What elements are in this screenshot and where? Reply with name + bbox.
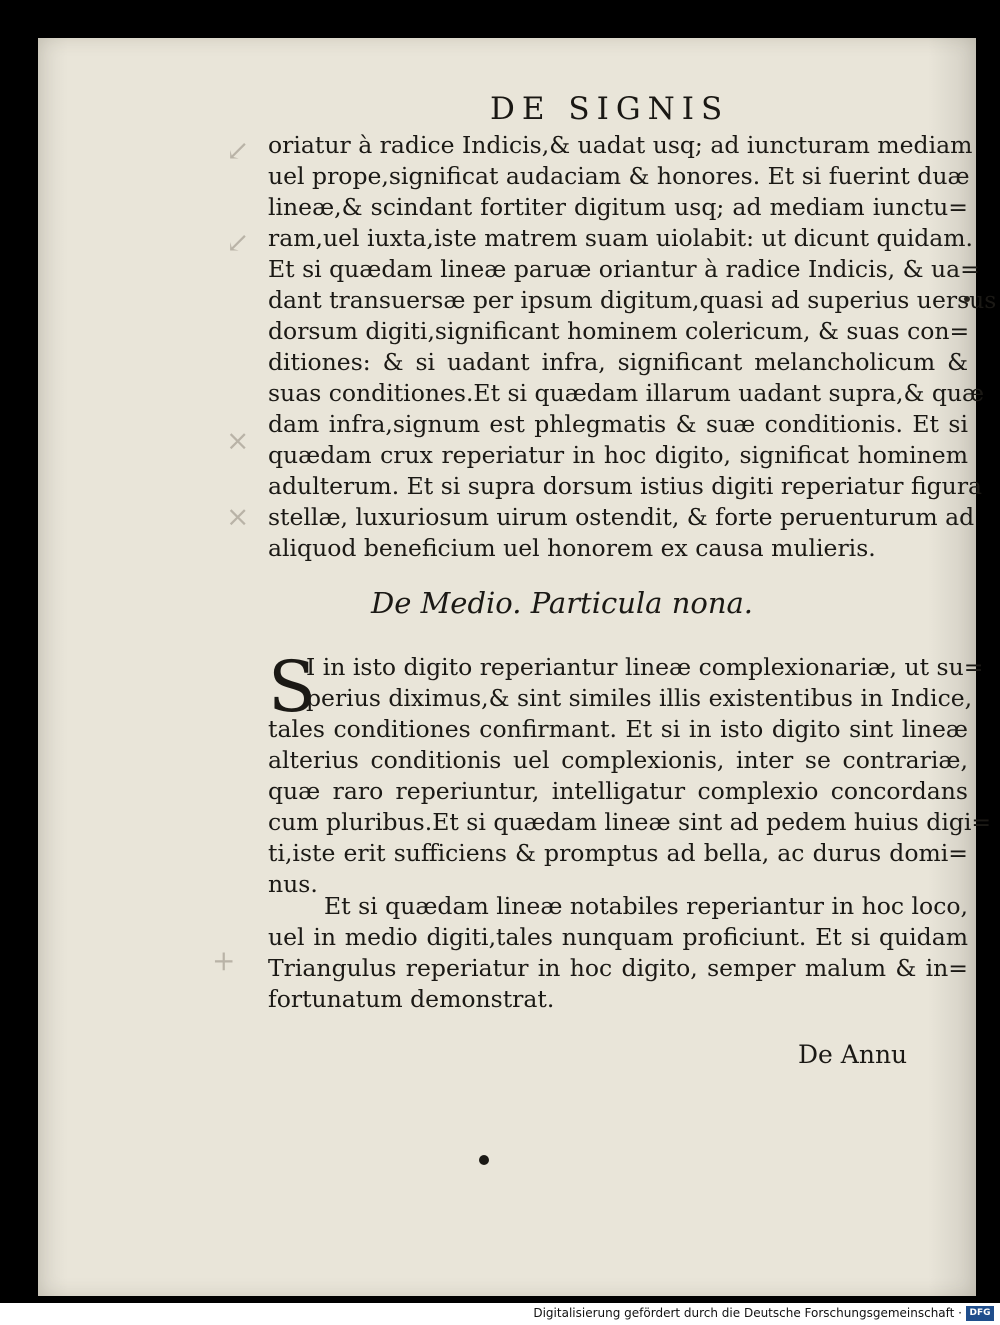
signature-dot (479, 1155, 489, 1165)
text-line: alterius conditionis uel complexionis, inter se contrariæ, (268, 746, 968, 774)
text-line: dant transuersæ per ipsum digitum,quasi ad superius uersus (268, 286, 997, 314)
dfg-logo: DFG (966, 1306, 994, 1321)
text-line: dam infra,signum est phlegmatis & suæ conditionis. Et si (268, 410, 968, 438)
text-line: uel in medio digiti,tales nunquam proficiunt. Et si quidam (268, 923, 968, 951)
book-page (38, 38, 997, 1296)
margin-pencil-mark: × (226, 424, 250, 457)
text-line: aliquod beneficium uel honorem ex causa mulieris. (268, 534, 876, 562)
text-line: dorsum digiti,significant hominem colericum, & suas con= (268, 317, 970, 345)
text-line: uel prope,significat audaciam & honores. Et si fuerint duæ (268, 162, 970, 190)
text-line: nus. (268, 870, 318, 898)
section-heading: De Medio. Particula nona. (370, 586, 754, 620)
text-line: cum pluribus.Et si quædam lineæ sint ad pedem huius digi= (268, 808, 992, 836)
margin-pencil-mark: ↙ (226, 226, 250, 259)
text-line: Triangulus reperiatur in hoc digito, semper malum & in= (268, 954, 968, 982)
text-line: tales conditiones confirmant. Et si in isto digito sint lineæ (268, 715, 968, 743)
funding-notice: Digitalisierung gefördert durch die Deutsche Forschungsgemeinschaft · (533, 1306, 962, 1320)
text-line: adulterum. Et si supra dorsum istius digiti reperiatur figura (268, 472, 983, 500)
text-line: ditiones: & si uadant infra, significant melancholicum & (268, 348, 968, 376)
text-line: suas conditiones.Et si quædam illarum uadant supra,& quæ (268, 379, 985, 407)
paragraph-2 (268, 646, 992, 900)
text-line: lineæ,& scindant fortiter digitum usq; ad mediam iunctu= (268, 193, 968, 221)
paragraph-3 (268, 891, 968, 1015)
running-head: DE SIGNIS (490, 91, 730, 127)
text-line: I in isto digito reperiantur lineæ complexionariæ, ut su= (306, 653, 984, 681)
text-line: ram,uel iuxta,iste matrem suam uiolabit: ut dicunt quidam. (268, 224, 974, 252)
margin-pencil-mark: × (226, 500, 250, 533)
text-line: stellæ, luxuriosum uirum ostendit, & forte peruenturum ad (268, 503, 975, 531)
margin-pencil-mark: + (212, 944, 236, 977)
text-line: oriatur à radice Indicis,& uadat usq; ad iuncturam mediam (268, 131, 973, 159)
footer-bar (0, 1303, 1000, 1325)
text-line: quædam crux reperiatur in hoc digito, significat hominem (268, 441, 968, 469)
text-line: ti,iste erit sufficiens & promptus ad bella, ac durus domi= (268, 839, 968, 867)
text-line: fortunatum demonstrat. (268, 985, 555, 1013)
catchword: De Annu (798, 1040, 908, 1069)
text-line: perius diximus,& sint similes illis existentibus in Indice, (306, 684, 973, 712)
paragraph-1 (268, 130, 997, 564)
margin-pencil-mark: ↙ (226, 134, 250, 167)
text-line: Et si quædam lineæ paruæ oriantur à radice Indicis, & ua= (268, 255, 980, 283)
drop-capital: S (268, 646, 316, 728)
text-line: Et si quædam lineæ notabiles reperiantur in hoc loco, (324, 892, 968, 920)
text-line: quæ raro reperiuntur, intelligatur complexio concordans (268, 777, 968, 805)
